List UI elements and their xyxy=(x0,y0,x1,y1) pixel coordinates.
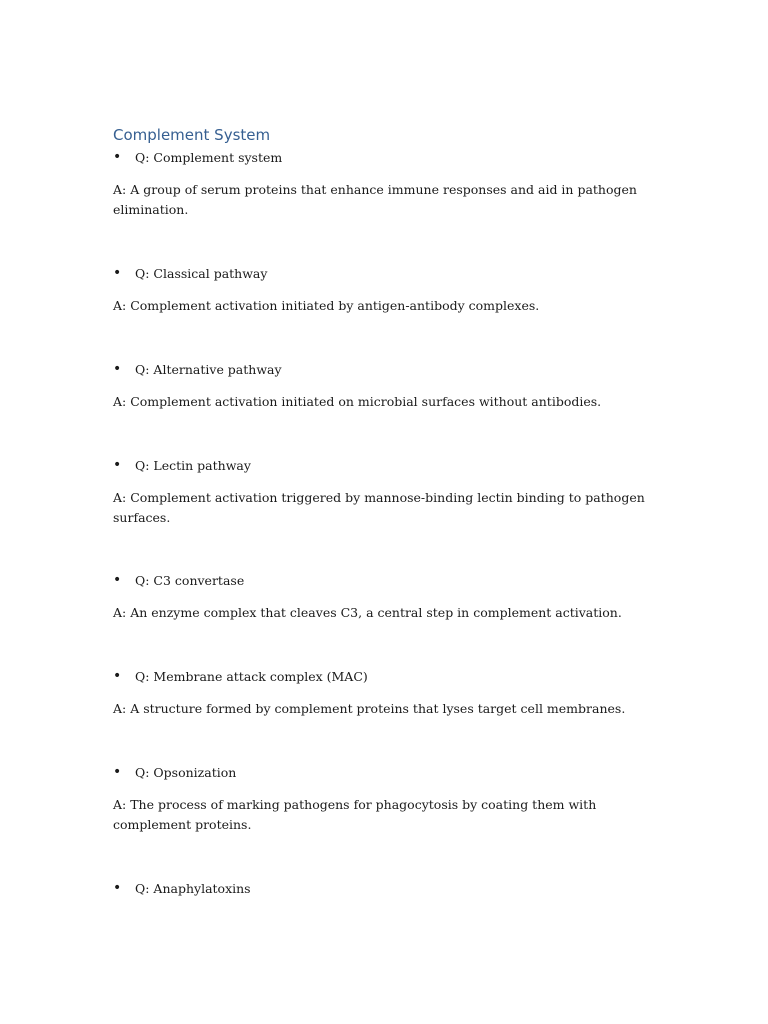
answer-text: A: A group of serum proteins that enhance immune responses and aid in pathogen elimination. xyxy=(113,182,637,217)
bullet-icon: • xyxy=(113,149,122,165)
bullet-icon: • xyxy=(113,457,122,473)
question-item xyxy=(113,879,653,899)
bullet-icon: • xyxy=(113,572,122,588)
question-text: Q: Alternative pathway xyxy=(135,362,282,377)
question-text: Q: Classical pathway xyxy=(135,266,268,281)
answer-text: A: Complement activation initiated on microbial surfaces without antibodies. xyxy=(113,394,602,409)
question-text: Q: C3 convertase xyxy=(135,573,245,588)
answer-text: A: Complement activation initiated by antigen-antibody complexes. xyxy=(113,298,540,313)
bullet-icon: • xyxy=(113,880,122,896)
question-text: Q: Anaphylatoxins xyxy=(135,881,251,896)
question-item xyxy=(113,763,653,783)
page-title: Complement System xyxy=(113,126,271,144)
question-item xyxy=(113,264,653,284)
answer-text: A: A structure formed by complement proteins that lyses target cell membranes. xyxy=(113,701,626,716)
question-text: Q: Opsonization xyxy=(135,765,237,780)
question-item xyxy=(113,456,653,476)
answer-text: A: An enzyme complex that cleaves C3, a central step in complement activation. xyxy=(113,605,622,620)
question-text: Q: Membrane attack complex (MAC) xyxy=(135,669,368,684)
question-item xyxy=(113,667,653,687)
question-text: Q: Complement system xyxy=(135,150,283,165)
answer-text: A: Complement activation triggered by mannose-binding lectin binding to pathogen surfaces. xyxy=(113,490,645,525)
bullet-icon: • xyxy=(113,265,122,281)
bullet-icon: • xyxy=(113,361,122,377)
answer-text: A: The process of marking pathogens for phagocytosis by coating them with complement proteins. xyxy=(113,797,597,832)
question-item xyxy=(113,571,653,591)
question-item xyxy=(113,148,653,168)
bullet-icon: • xyxy=(113,764,122,780)
bullet-icon: • xyxy=(113,668,122,684)
question-item xyxy=(113,360,653,380)
question-text: Q: Lectin pathway xyxy=(135,458,251,473)
